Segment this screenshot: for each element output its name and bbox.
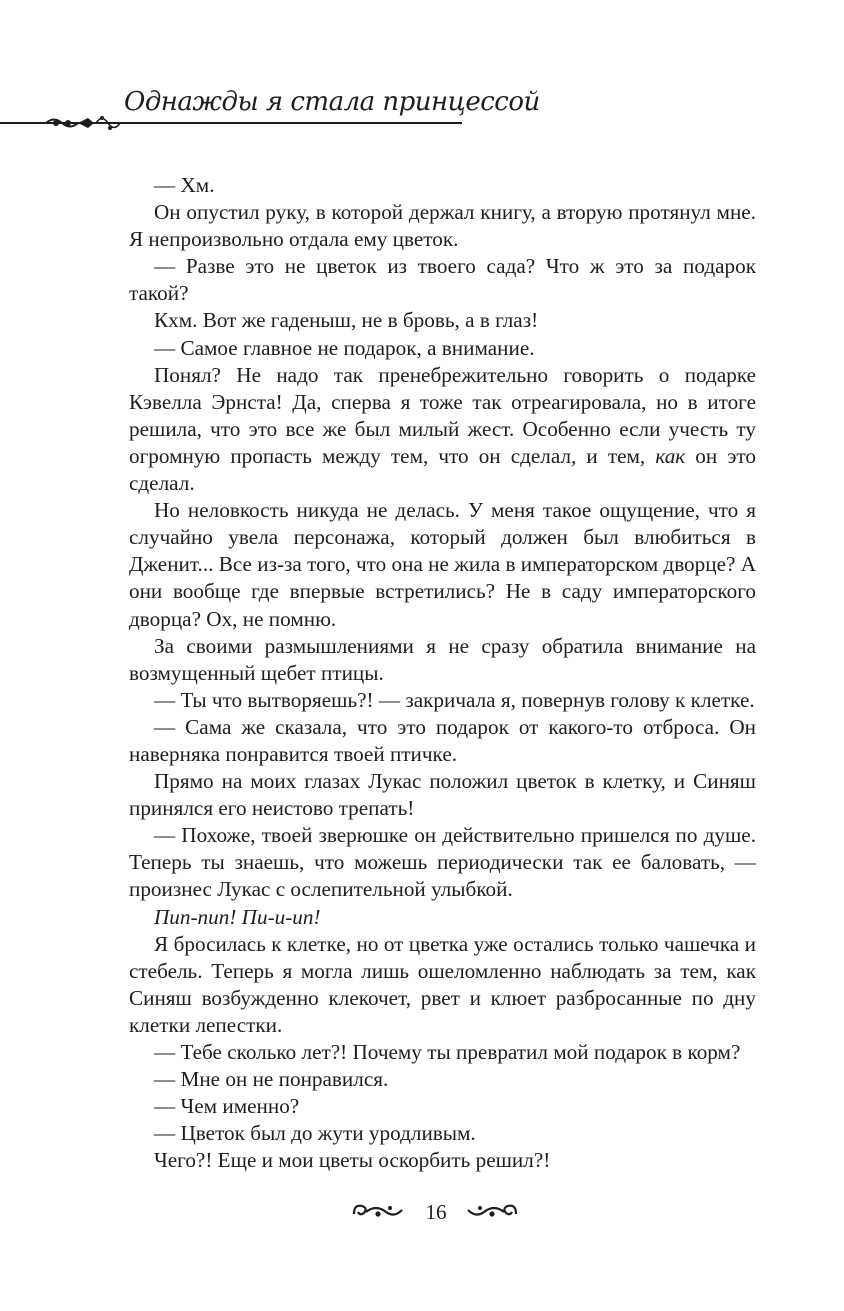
text-run: — Сама же сказала, что это подарок от какого-то отброса. Он наверняка понравится твоей птичке. <box>129 714 756 766</box>
text-run: — Разве это не цветок из твоего сада? Что ж это за подарок такой? <box>129 254 756 306</box>
page-body-text <box>129 172 756 1174</box>
paragraph <box>129 1066 756 1093</box>
page-footer <box>0 1196 844 1232</box>
paragraph <box>129 172 756 199</box>
paragraph <box>129 931 756 1039</box>
paragraph <box>129 768 756 822</box>
floral-ornament-icon <box>44 112 122 134</box>
text-run: Но неловкость никуда не делась. У меня такое ощущение, что я случайно увела персонажа, который должен был влюбиться в Дженит... Все из-за того, что она не жила в императорском дворце? А они вообще где впервые встретились? Не в саду императорского дворца? Ох, не помню. <box>129 498 756 631</box>
text-run: — Самое главное не подарок, а внимание. <box>154 335 535 360</box>
text-run: За своими размышлениями я не сразу обратила внимание на возмущенный щебет птицы. <box>129 633 756 685</box>
text-run: Он опустил руку, в которой держал книгу, а вторую протянул мне. Я непроизвольно отдала ему цветок. <box>129 200 756 252</box>
text-run: — Чем именно? <box>154 1094 300 1119</box>
paragraph <box>129 1120 756 1147</box>
paragraph <box>129 335 756 362</box>
running-header <box>0 78 844 148</box>
paragraph <box>129 714 756 768</box>
paragraph <box>129 1093 756 1120</box>
text-run: Понял? Не надо так пренебрежительно говорить о подарке Кэвелла Эрнста! Да, сперва я тоже так отреагировала, но в итоге решила, что это все же был милый жест. Особенно если учесть ту огромную пропасть между тем, что он сделал, и тем, <box>129 362 756 468</box>
italic-text: Пип-пип! Пи-и-ип! <box>154 904 321 929</box>
paragraph <box>129 253 756 307</box>
text-run: он это сделал. <box>129 443 756 496</box>
text-run: — Ты что вытворяешь?! — закричала я, повернув голову к клетке. <box>154 687 755 712</box>
paragraph <box>129 687 756 714</box>
running-title: Однажды я стала принцессой <box>124 82 546 122</box>
text-run: Кхм. Вот же гаденыш, не в бровь, а в глаз! <box>154 308 539 333</box>
paragraph <box>129 1147 756 1174</box>
scroll-ornament-icon <box>466 1200 520 1222</box>
paragraph <box>129 199 756 253</box>
paragraph <box>129 307 756 334</box>
text-run: — Тебе сколько лет?! Почему ты превратил мой подарок в корм? <box>154 1040 741 1064</box>
paragraph <box>129 822 756 903</box>
text-run: — Похоже, твоей зверюшке он действительно пришелся по душе. Теперь ты знаешь, что можешь периодически так ее баловать, — произнес Лукас с ослепительной улыбкой. <box>129 823 756 902</box>
paragraph <box>129 497 756 632</box>
paragraph <box>129 1039 756 1066</box>
text-run: — Цветок был до жути уродливым. <box>154 1121 476 1146</box>
text-run: — Хм. <box>154 173 215 197</box>
paragraph <box>129 904 756 931</box>
italic-text: как <box>655 443 686 468</box>
text-run: Я бросилась к клетке, но от цветка уже остались только чашечка и стебель. Теперь я могла лишь ошеломленно наблюдать за тем, как Синяш возбужденно клекочет, рвет и клюет разбросанные по дну клетки лепестки. <box>129 931 756 1037</box>
text-run: Прямо на моих глазах Лукас положил цветок в клетку, и Синяш принялся его неистово трепать! <box>129 769 756 821</box>
text-run: — Мне он не понравился. <box>154 1067 389 1092</box>
paragraph <box>129 362 756 497</box>
text-run: Чего?! Еще и мои цветы оскорбить решил?! <box>154 1148 551 1173</box>
scroll-ornament-icon <box>350 1200 404 1222</box>
paragraph <box>129 633 756 687</box>
page-number: 16 <box>425 1200 447 1224</box>
